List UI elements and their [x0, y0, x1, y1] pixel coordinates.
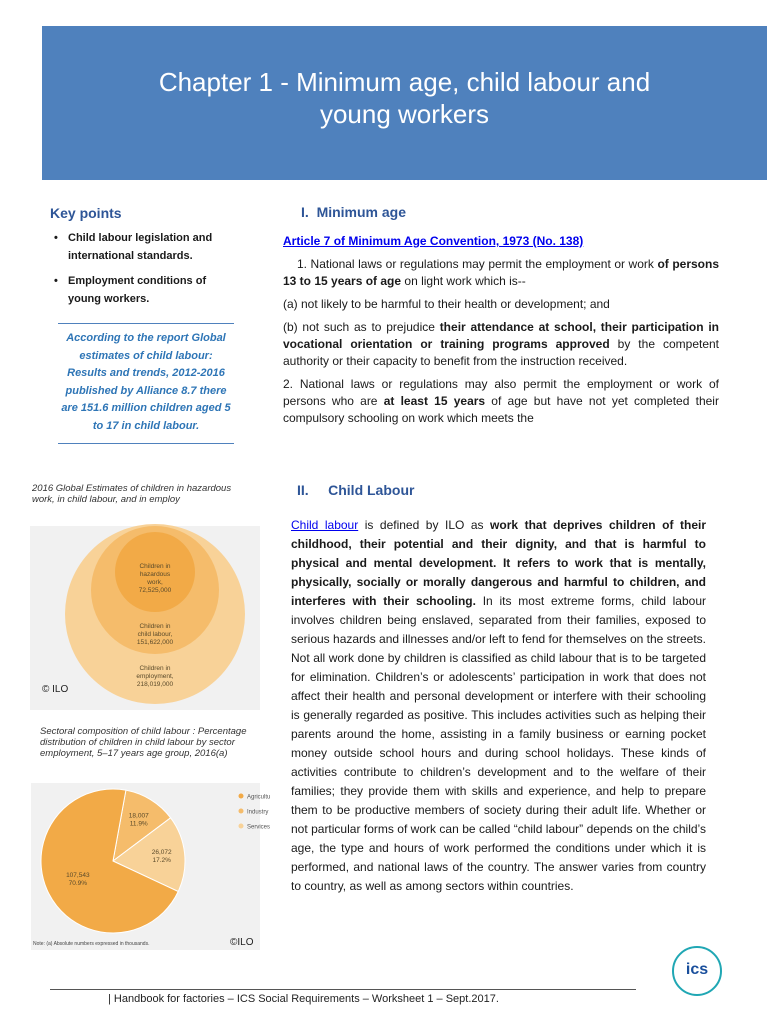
article-7-link[interactable]: Article 7 of Minimum Age Convention, 1973 (No. 138)	[283, 234, 584, 248]
figure1-caption: 2016 Global Estimates of children in hazardous work, in child labour, and in employ	[32, 483, 232, 505]
chart-note: Note: (a) Absolute numbers expressed in thousands.	[33, 941, 150, 947]
pie-percent-label: 70.9%	[68, 880, 88, 888]
hazardous-value: 72,525,000	[138, 587, 172, 594]
paragraph: 2. National laws or regulations may also permit the employment or work of persons who are at least 15 years of age but have not yet completed their compulsory schooling on work which meets the	[283, 377, 719, 425]
child-labour-label-1: Children in	[139, 623, 171, 630]
pie-value-label: 107,543	[66, 872, 90, 880]
section-minimum-age-heading	[301, 204, 406, 220]
minimum-age-text	[283, 256, 719, 442]
legend-label: Agricultu	[247, 794, 271, 801]
pie-percent-label: 17.2%	[152, 856, 171, 864]
pie-value-label: 26,072	[151, 848, 172, 856]
key-points-quote: According to the report Global estimates of child labour: Results and trends, 2012-2016 published by Alliance 8.7 there are 151.6 million children aged 5 to 17 in child labour.	[58, 323, 234, 444]
key-points-list	[50, 229, 240, 315]
legend-swatch	[239, 824, 244, 829]
section-title: Child Labour	[328, 482, 415, 498]
pie-percent-label: 11.9%	[129, 820, 148, 828]
nested-circles-chart	[30, 526, 260, 710]
figure2-credit: ©ILO	[230, 937, 254, 948]
chapter-title: Chapter 1 - Minimum age, child labour and young workers	[158, 67, 651, 129]
figure1-credit: © ILO	[42, 684, 69, 695]
figure1-box	[30, 526, 260, 710]
section-number: I.	[301, 204, 309, 220]
key-point-item: • Child labour legislation and international standards.	[50, 229, 240, 265]
footer-rule	[50, 989, 636, 990]
paragraph: 1. National laws or regulations may permit the employment or work of persons 13 to 15 years of age on light work which is--	[283, 257, 720, 288]
figure2-box	[31, 783, 271, 950]
child-labour-link[interactable]: Child labour	[291, 518, 359, 532]
child-labour-value: 151,622,000	[136, 639, 174, 646]
section-title: Minimum age	[316, 204, 407, 220]
employment-label-2: employment,	[136, 673, 174, 680]
child-labour-label-2: child labour,	[137, 631, 173, 638]
legend-swatch	[239, 794, 244, 799]
hazardous-label-3: work,	[147, 579, 163, 586]
sector-pie-chart	[31, 783, 271, 950]
hazardous-label-1: Children in	[139, 563, 171, 570]
footer-text: | Handbook for factories – ICS Social Requirements – Worksheet 1 – Sept.2017.	[108, 993, 499, 1005]
key-points-title: Key points	[50, 205, 122, 221]
chapter-banner	[42, 26, 767, 180]
figure2-caption: Sectoral composition of child labour : Percentage distribution of children in child labour by sector employment, 5–17 years age group, 2016(a)	[40, 726, 247, 759]
employment-value: 218,019,000	[136, 681, 174, 688]
section-number: II.	[297, 482, 309, 498]
key-point-item: • Employment conditions of young workers.	[50, 272, 240, 308]
paragraph: (a) not likely to be harmful to their health or development; and	[283, 297, 610, 311]
paragraph: (b) not such as to prejudice their attendance at school, their participation in vocational orientation or training programs approved by the competent authority or their capacity to benefit from the instruction received.	[283, 320, 720, 368]
hazardous-label-2: hazardous	[139, 571, 171, 578]
ics-logo: ics	[672, 946, 722, 996]
section-child-labour-heading	[297, 482, 414, 498]
legend-label: Services	[247, 824, 271, 831]
legend-label: Industry	[247, 809, 269, 816]
employment-label-1: Children in	[139, 665, 171, 672]
legend-swatch	[239, 809, 244, 814]
pie-value-label: 18,007	[128, 812, 149, 820]
child-labour-paragraph: Child labour is defined by ILO as work that deprives children of their childhood, their potential and their dignity, and that is harmful to physical and mental development. It refers to work that is mentally, physically, socially or morally dangerous and harmful to children, and interferes with their schooling. In its most extreme forms, child labour involves children being enslaved, separated from their families, exposed to serious hazards and illnesses and/or left to fend for themselves on the streets. Not all work done by children is classified as child labour that is to be targeted for elimination. Children’s or adolescents’ participation in work that does not affect their health and personal development or interfere with their schooling is generally regarded as positive. This includes activities such as helping their parents around the home, assisting in a family business or earning pocket money outside school hours and during school holidays. These kinds of activities contribute to children’s development and to the welfare of their families; they provide them with skills and experience, and help to prepare them to be productive members of society during their adult life. Whether or not particular forms of work can be called “child labour” depends on the child’s age, the type and hours of work performed the conditions under which it is performed, and national laws of the country. The answer varies from country to country, as well as among sectors within countries.	[291, 518, 706, 893]
